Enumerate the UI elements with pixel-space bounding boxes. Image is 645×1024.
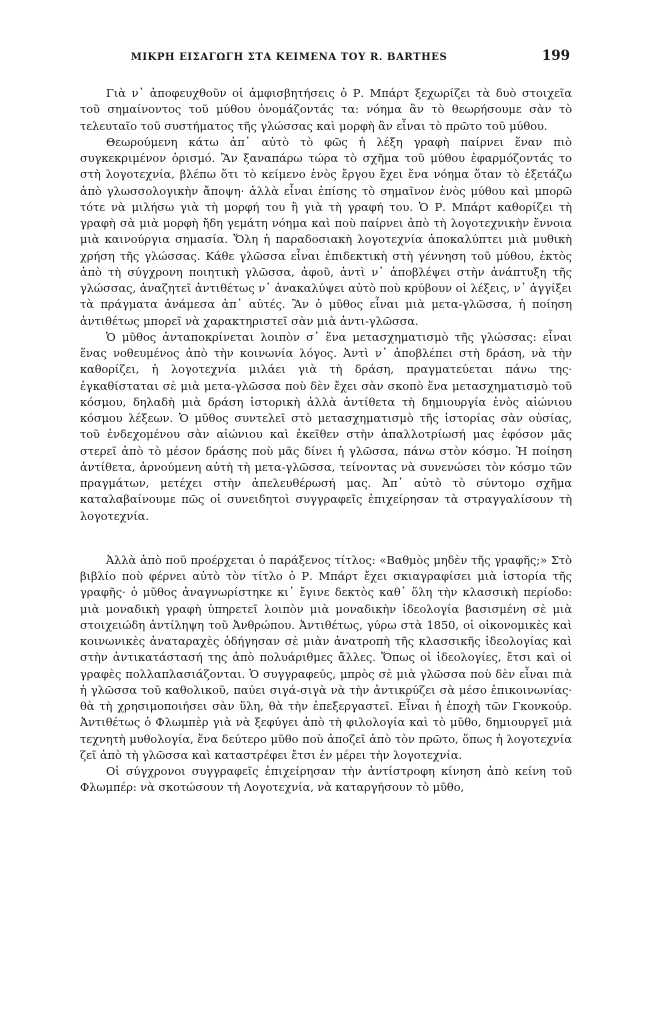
paragraph: Ὁ μῦθος ἀνταποκρίνεται λοιπὸν σ᾽ ἕνα μετασχηματισμὸ τῆς γλώσσας: εἶναι ἕνας νοθευμένος ἀπὸ τὴν κοινωνία λόγος. Ἀντὶ ν᾽ ἀποβλέπει στὴ δράση, νὰ τὴν καθορίζει, ἡ λογοτεχνία μιλάει γιὰ τὴ δράση, πραγματεύεται πάνω της· ἐγκαθίσταται σὲ μιὰ μετα-γλῶσσα ποὺ δὲν ἔχει σὰν σκοπὸ ἕνα μετασχηματισμὸ τοῦ κόσμου, δηλαδὴ μιὰ δράση ἱστορικὴ ἀλλὰ ἀντίθετα τὴ δημιουργία ἑνὸς αἰώνιου κόσμου λέξεων. Ὁ μῦθος συντελεῖ στὸ μετασχηματισμὸ τῆς ἱστορίας σὰν οὐσίας, τοῦ ἐνδεχομένου σὰν αἰώνιου καὶ ἐκεῖθεν στὴν ἀπαλλοτρίωσή μας ἐφόσον μᾶς στερεῖ ἀπὸ τὸ μέσον δράσης ποὺ μᾶς δίνει ἡ γλῶσσα, πάνω στὸν κόσμο. Ἡ ποίηση ἀντίθετα, ἀρνούμενη αὐτὴ τὴ μετα-γλῶσσα, τείνοντας νὰ συνενώσει τὸν κόσμο τῶν πραγμάτων, μετέχει στὴν ἀπελευθέρωσή μας. Ἀπ᾽ αὐτὸ τὸ σύντομο σχῆμα καταλαβαίνουμε πῶς οἱ συνειδητοὶ συγγραφεῖς ἐπιχείρησαν τὰ στραγγαλίσουν τὴ λογοτεχνία. xyxy=(80,330,572,523)
paragraph: Ἀλλὰ ἀπὸ ποῦ προέρχεται ὁ παράξενος τίτλος: «Βαθμὸς μηδὲν τῆς γραφῆς;» Στὸ βιβλίο ποὺ φέρνει αὐτὸ τὸν τίτλο ὁ Ρ. Μπάρτ ἔχει σκιαγραφίσει μιὰ ἱστορία τῆς γραφῆς· ὁ μῦθος ἀναγνωρίστηκε κι᾽ ἔγινε δεκτὸς καθ᾽ ὅλη τὴν κλασσικὴ περίοδο: μιὰ μοναδικὴ γραφὴ ὑπηρετεῖ λοιπὸν μιὰ μοναδικὴν ἰδεολογία βασισμένη σὲ μιὰ στοιχειώδη ἀντίληψη τοῦ Ἀνθρώπου. Ἀντιθέτως, γύρω στὰ 1850, οἱ οἰκονομικὲς καὶ κοινωνικὲς ἀναταραχὲς ὁδήγησαν σὲ μιὰν ἀνατροπὴ τῆς κλασσικῆς ἰδεολογίας καὶ στὴν ἀντικατάστασή της ἀπὸ πολυάριθμες ἄλλες. Ὅπως οἱ ἰδεολογίες, ἔτσι καὶ οἱ γραφὲς πολλαπλασιάζονται. Ὁ συγγραφεύς, μπρὸς σὲ μιὰ γλῶσσα ποὺ δὲν εἶναι πιὰ ἡ γλῶσσα τοῦ καθολικοῦ, παύει σιγά-σιγὰ νὰ τὴν ἀντικρύζει σὰ μέσο ἐπικοινωνίας· θὰ τὴ χρησιμοποιήσει σὰν ὕλη, θὰ τὴν ἐπεξεργαστεῖ. Εἶναι ἡ ἐποχὴ τῶν Γκονκούρ. Ἀντιθέτως ὁ Φλωμπὲρ γιὰ νὰ ξεφύγει ἀπὸ τὴ φιλολογία καὶ τὸ μῦθο, δημιουργεῖ μιὰ τεχνητὴ μυθολογία, ἕνα δεύτερο μῦθο ποὺ ἀποζεῖ ἀπὸ τὸν πρῶτο, ὅπως ἡ λογοτεχνία ζεῖ ἀπὸ τὴ γλῶσσα καὶ καταστρέφει ἔτσι ἐν μέρει τὴν λογοτεχνία. xyxy=(80,553,572,762)
paragraph: Οἱ σύγχρονοι συγγραφεῖς ἐπιχείρησαν τὴν ἀντίστροφη κίνηση ἀπὸ κείνη τοῦ Φλωμπέρ: νὰ σκοτώσουν τὴ Λογοτεχνία, νὰ καταργήσουν τὸ μῦθο, xyxy=(80,765,572,795)
page-number: 199 xyxy=(541,48,570,64)
body-text xyxy=(80,86,572,797)
paragraph: Γιὰ ν᾽ ἀποφευχθοῦν οἱ ἀμφισβητήσεις ὁ Ρ. Μπάρτ ξεχωρίζει τὰ δυὸ στοιχεῖα τοῦ σημαίνοντος τοῦ μύθου ὀνομάζοντάς τα: νόημα ἂν τὸ θεωρήσουμε σὰν τὸ τελευταῖο τοῦ συστήματος τῆς γλώσσας καὶ μορφὴ ἂν εἶναι τὸ πρῶτο τοῦ μύθου. xyxy=(80,87,572,133)
paragraph: Θεωρούμενη κάτω ἀπ᾽ αὐτὸ τὸ φῶς ἡ λέξη γραφὴ παίρνει ἕναν πιὸ συγκεκριμένον ὁρισμό. Ἂν ξαναπάρω τώρα τὸ σχῆμα τοῦ μύθου ἐφαρμόζοντάς το στὴ λογοτεχνία, βλέπω ὅτι τὸ κείμενο ἑνὸς ἔργου ἔχει ἕνα νόημα ὅταν τὸ ἐξετάζω ἀπὸ γλωσσολογικὴν ἄποψη· ἀλλὰ εἶναι ἐπίσης τὸ σημαῖνον ἑνὸς μύθου καὶ μπορῶ τότε νὰ μιλήσω γιὰ τὴ μορφή του ἢ γιὰ τὴ γραφή του. Ὁ Ρ. Μπάρτ καθορίζει τὴ γραφὴ σὰ μιὰ μορφὴ ἤδη γεμάτη νόημα καὶ ποὺ παίρνει ἀπὸ τὴ λογοτεχνικὴν ἔννοια μιὰ καινούργια σημασία. Ὅλη ἡ παραδοσιακὴ λογοτεχνία ἀποκαλύπτει μιὰ μυθικὴ χρήση τῆς γλώσσας. Κάθε γλῶσσα εἶναι ἐπιδεκτικὴ στὴ γέννηση τοῦ μύθου, ἐκτὸς ἀπὸ τὴ σύγχρονη ποιητικὴ γλῶσσα, ἀφοῦ, ἀντὶ ν᾽ ἀποβλέψει στὴν ἀνάπτυξη τῆς γλώσσας, ἀναζητεῖ ἀντιθέτως ν᾽ ἀνακαλύψει αὐτὸ ποὺ κρύβουν οἱ λέξεις, ν᾽ ἀγγίξει τὰ πράγματα ἀνάμεσα ἀπ᾽ αὐτές. Ἂν ὁ μῦθος εἶναι μιὰ μετα-γλῶσσα, ἡ ποίηση ἀντιθέτως μπορεῖ νὰ χαρακτηριστεῖ σὰν μιὰ ἀντι-γλῶσσα. xyxy=(80,135,572,328)
running-header: ΜΙΚΡΗ ΕΙΣΑΓΩΓΗ ΣΤΑ ΚΕΙΜΕΝΑ ΤΟΥ R. BARTHES xyxy=(130,52,448,63)
